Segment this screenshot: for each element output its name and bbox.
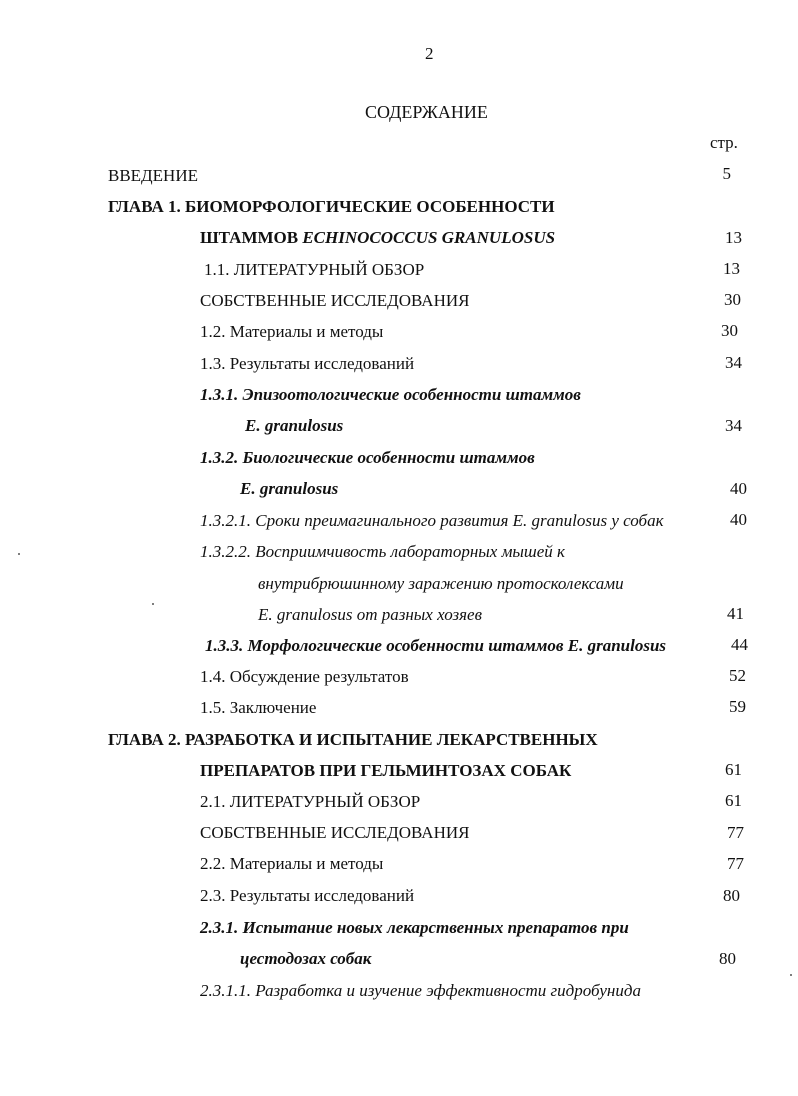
toc-page-1-3-3: 44 — [731, 635, 748, 654]
toc-page-1-1: 13 — [723, 259, 740, 278]
toc-entry-chapter-2: ГЛАВА 2. РАЗРАБОТКА И ИСПЫТАНИЕ ЛЕКАРСТВЕННЫХ — [108, 730, 598, 749]
toc-entry-2-3-1-1: 2.3.1.1. Разработка и изучение эффективности гидробунида — [200, 981, 641, 1000]
toc-entry-2-3-1: 2.3.1. Испытание новых лекарственных препаратов при — [200, 918, 629, 937]
toc-entry-2-3: 2.3. Результаты исследований — [200, 886, 415, 905]
toc-entry-1-3-3: 1.3.3. Морфологические особенности штаммов E. granulosus — [205, 636, 667, 655]
toc-entry-2-3-1-cont: цестодозах собак — [240, 949, 372, 968]
toc-page-2-2: 77 — [727, 854, 744, 873]
toc-entry-own-research-2: СОБСТВЕННЫЕ ИССЛЕДОВАНИЯ — [200, 823, 470, 842]
toc-entry-1-5: 1.5. Заключение — [200, 698, 317, 717]
toc-page-1-2: 30 — [721, 321, 738, 340]
toc-page-1-3-2: 40 — [730, 479, 747, 498]
toc-entry-introduction: ВВЕДЕНИЕ — [108, 166, 198, 185]
chapter-1-cont-italic: ECHINOCOCCUS GRANULOSUS — [302, 228, 556, 247]
toc-page-1-5: 59 — [729, 697, 746, 716]
toc-entry-1-2: 1.2. Материалы и методы — [200, 322, 384, 341]
toc-page-2-1: 61 — [725, 791, 742, 810]
toc-entry-1-1: 1.1. ЛИТЕРАТУРНЫЙ ОБЗОР — [204, 260, 425, 279]
toc-entry-1-3-1: 1.3.1. Эпизоотологические особенности штаммов — [200, 385, 581, 404]
toc-page-introduction: 5 — [722, 164, 731, 183]
toc-entry-2-2: 2.2. Материалы и методы — [200, 854, 384, 873]
page-number: 2 — [425, 44, 434, 63]
toc-entry-2-1: 2.1. ЛИТЕРАТУРНЫЙ ОБЗОР — [200, 792, 421, 811]
toc-page-1-3-2-2: 41 — [727, 604, 744, 623]
toc-page-1-3: 34 — [725, 353, 742, 372]
toc-entry-1-3-2: 1.3.2. Биологические особенности штаммов — [200, 448, 535, 467]
toc-entry-1-3-2-2: 1.3.2.2. Восприимчивость лабораторных мышей к — [200, 542, 566, 561]
toc-entry-1-3: 1.3. Результаты исследований — [200, 354, 415, 373]
scan-speck — [18, 553, 20, 555]
toc-page-2-3: 80 — [723, 886, 740, 905]
toc-page-own-research-2: 77 — [727, 823, 744, 842]
toc-page-own-research-1: 30 — [724, 290, 741, 309]
scan-speck — [152, 603, 154, 605]
toc-entry-1-4: 1.4. Обсуждение результатов — [200, 667, 409, 686]
toc-entry-chapter-1: ГЛАВА 1. БИОМОРФОЛОГИЧЕСКИЕ ОСОБЕННОСТИ — [108, 197, 555, 216]
toc-page-1-3-2-1: 40 — [730, 510, 747, 529]
toc-page-1-3-1: 34 — [725, 416, 742, 435]
toc-entry-own-research-1: СОБСТВЕННЫЕ ИССЛЕДОВАНИЯ — [200, 291, 470, 310]
toc-title: СОДЕРЖАНИЕ — [365, 102, 488, 122]
chapter-1-cont-text: ШТАММОВ — [200, 228, 303, 247]
toc-page-2-3-1: 80 — [719, 949, 736, 968]
toc-entry-1-3-2-2-cont: внутрибрюшинному заражению протосколексами — [258, 574, 624, 593]
toc-page-1-4: 52 — [729, 666, 746, 685]
scan-speck — [790, 974, 792, 976]
toc-entry-1-3-2-cont: E. granulosus — [240, 479, 339, 498]
toc-entry-chapter-1-cont — [200, 228, 555, 248]
toc-entry-chapter-2-cont: ПРЕПАРАТОВ ПРИ ГЕЛЬМИНТОЗАХ СОБАК — [200, 761, 572, 780]
page-column-label: стр. — [710, 133, 738, 152]
toc-page-chapter-1: 13 — [725, 228, 742, 247]
toc-page-chapter-2: 61 — [725, 760, 742, 779]
toc-entry-1-3-2-1: 1.3.2.1. Сроки преимагинального развития E. granulosus у собак — [200, 511, 664, 530]
toc-entry-1-3-2-2-cont2: E. granulosus от разных хозяев — [258, 605, 482, 624]
toc-entry-1-3-1-cont: E. granulosus — [245, 416, 344, 435]
